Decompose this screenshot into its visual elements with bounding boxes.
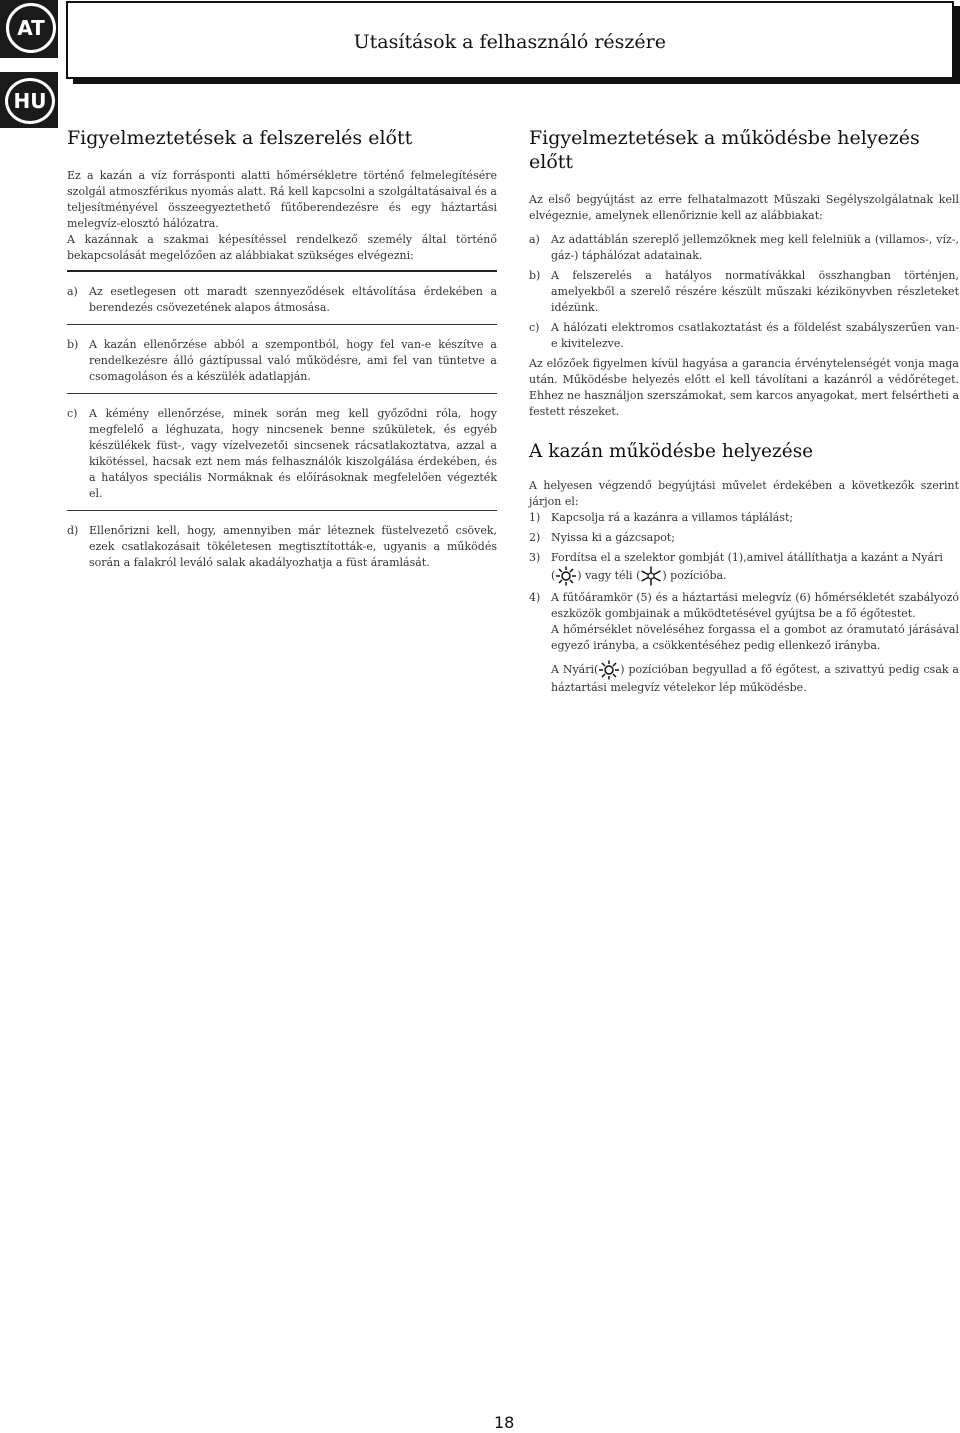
- list-marker: b): [529, 269, 541, 282]
- step-text-part: Fordítsa el a szelektor gombját (1),amivel átállíthatja a kazánt a Nyári: [551, 551, 943, 564]
- step-item: [529, 510, 959, 526]
- step-text: [551, 550, 959, 586]
- step-item: [529, 550, 959, 586]
- summer-text-part: A Nyári(: [551, 663, 599, 676]
- divider: [67, 510, 497, 511]
- left-intro: Ez a kazán a víz forrásponti alatti hőmérsékletre történő felmelegítésére szolgál atmoszférikus nyomás alatt. Rá kell kapcsolni a szolgáltatásaival és a teljesítményével összeegyeztethető fűtőberendezésre és egy háztartási melegvíz-elosztó hálózatra.: [67, 169, 497, 230]
- list-text: A hálózati elektromos csatlakoztatást és a földelést szabályszerűen van-e kivitelezve.: [551, 321, 959, 350]
- page-number: 18: [494, 1413, 515, 1432]
- list-marker: b): [67, 338, 79, 351]
- right-heading-2: A kazán működésbe helyezése: [529, 441, 814, 462]
- list-marker: a): [67, 285, 78, 298]
- right-heading-1: Figyelmeztetések a működésbe helyezés előtt: [529, 127, 920, 173]
- step-text-part: ) vagy téli (: [577, 569, 641, 582]
- list-marker: d): [67, 524, 79, 537]
- summer-note: [529, 660, 959, 696]
- list-item: [529, 320, 959, 352]
- snowflake-icon: [640, 566, 662, 586]
- sun-icon: [598, 660, 620, 680]
- step-text-part: (: [551, 569, 556, 582]
- country-badge-hu: [0, 72, 58, 128]
- step-text: [551, 590, 959, 654]
- list-item: [67, 284, 497, 316]
- sun-icon: [555, 566, 577, 586]
- list-text: Az esetlegesen ott maradt szennyeződések eltávolítása érdekében a berendezés csövezetének alapos átmosása.: [89, 285, 497, 314]
- left-column: [67, 126, 497, 575]
- list-text: Ellenőrizni kell, hogy, amennyiben már léteznek füstelvezető csövek, ezek csatlakozásait tökéletesen megtisztították-e, ugyanis a működés során a falakról leváló salak akadályozhatja a füst áramlását.: [89, 524, 497, 569]
- list-text: A felszerelés a hatályos normatívákkal összhangban történjen, amelyekből a szerelő részére készült műszaki kézikönyvben részleteket idézünk.: [551, 269, 959, 314]
- divider: [67, 393, 497, 394]
- step-text-part: A fűtőáramkör (5) és a háztartási melegvíz (6) hőmérsékletét szabályozó eszközök gombjainak a működtetésével gyújtsa be a fő égőtestet.: [551, 591, 959, 620]
- list-marker: c): [529, 321, 540, 334]
- step-marker: 1): [529, 511, 541, 524]
- summer-text-part: ) pozícióban begyullad a fő égőtest, a szivattyú pedig csak a háztartási melegvíz vételekor lép működésbe.: [551, 663, 959, 694]
- left-heading: Figyelmeztetések a felszerelés előtt: [67, 127, 413, 149]
- step-text: Kapcsolja rá a kazánra a villamos táplálást;: [551, 511, 794, 524]
- list-text: A kazán ellenőrzése abból a szempontból, hogy fel van-e készítve a rendelkezésre álló gáztípussal való működésre, ami fel van tüntetve a csomagoláson és a készülék adatlapján.: [89, 338, 497, 383]
- list-text: Az adattáblán szereplő jellemzőknek meg kell felelniük a (villamos-, víz-, gáz-) táphálózat adatainak.: [551, 233, 959, 262]
- page-title: Utasítások a felhasználó részére: [353, 31, 666, 53]
- left-intro2: A kazánnak a szakmai képesítéssel rendelkező személy által történő bekapcsolását megelőzően az alábbiakat szükséges elvégezni:: [67, 233, 497, 262]
- badge-hu-label: HU: [5, 78, 55, 124]
- country-badge-at: [0, 0, 58, 58]
- summer-text: [551, 660, 959, 696]
- right-column: [529, 126, 959, 700]
- header-box: [66, 1, 954, 79]
- step-marker: 4): [529, 591, 541, 604]
- list-item: [529, 232, 959, 264]
- step-marker: 2): [529, 531, 541, 544]
- right-intro: Az első begyújtást az erre felhatalmazott Műszaki Segélyszolgálatnak kell elvégeznie, amelynek ellenőriznie kell az alábbiakat:: [529, 193, 959, 222]
- list-item: [67, 337, 497, 385]
- divider: [67, 324, 497, 325]
- step-text: Nyissa ki a gázcsapot;: [551, 531, 675, 544]
- warning-text: Az előzőek figyelmen kívül hagyása a garancia érvénytelenségét vonja maga után. Működésbe helyezés előtt el kell távolítani a kazánról a védőréteget. Ehhez ne használjon szerszámokat, sem karcos anyagokat, mert felsértheti a festett részeket.: [529, 357, 959, 418]
- step-text-part: A hőmérséklet növeléséhez forgassa el a gombot az óramutató járásával egyező irányba, a csökkentéséhez pedig ellenkező irányba.: [551, 623, 959, 652]
- divider: [67, 270, 497, 272]
- step-marker: 3): [529, 551, 541, 564]
- badge-at-label: AT: [6, 3, 56, 53]
- step-item: [529, 590, 959, 654]
- list-item: [529, 268, 959, 316]
- list-item: [67, 523, 497, 571]
- list-marker: a): [529, 233, 540, 246]
- startup-intro: A helyesen végzendő begyújtási művelet érdekében a következők szerint járjon el:: [529, 479, 959, 508]
- list-marker: c): [67, 407, 78, 420]
- list-item: [67, 406, 497, 502]
- step-text-part: ) pozícióba.: [662, 569, 727, 582]
- list-text: A kémény ellenőrzése, minek során meg kell győződni róla, hogy megfelelő a léghuzata, hogy nincsenek benne szűkületek, és egyéb készülékek füst-, vagy vízelvezetői sincsenek rácsatlakoztatva, azzal a kikötéssel, hacsak ezt nem más felhasználók kiszolgálása érdekében, és a hatályos speciális Normáknak és előírásoknak megfelelően végezték el.: [89, 407, 497, 500]
- step-item: [529, 530, 959, 546]
